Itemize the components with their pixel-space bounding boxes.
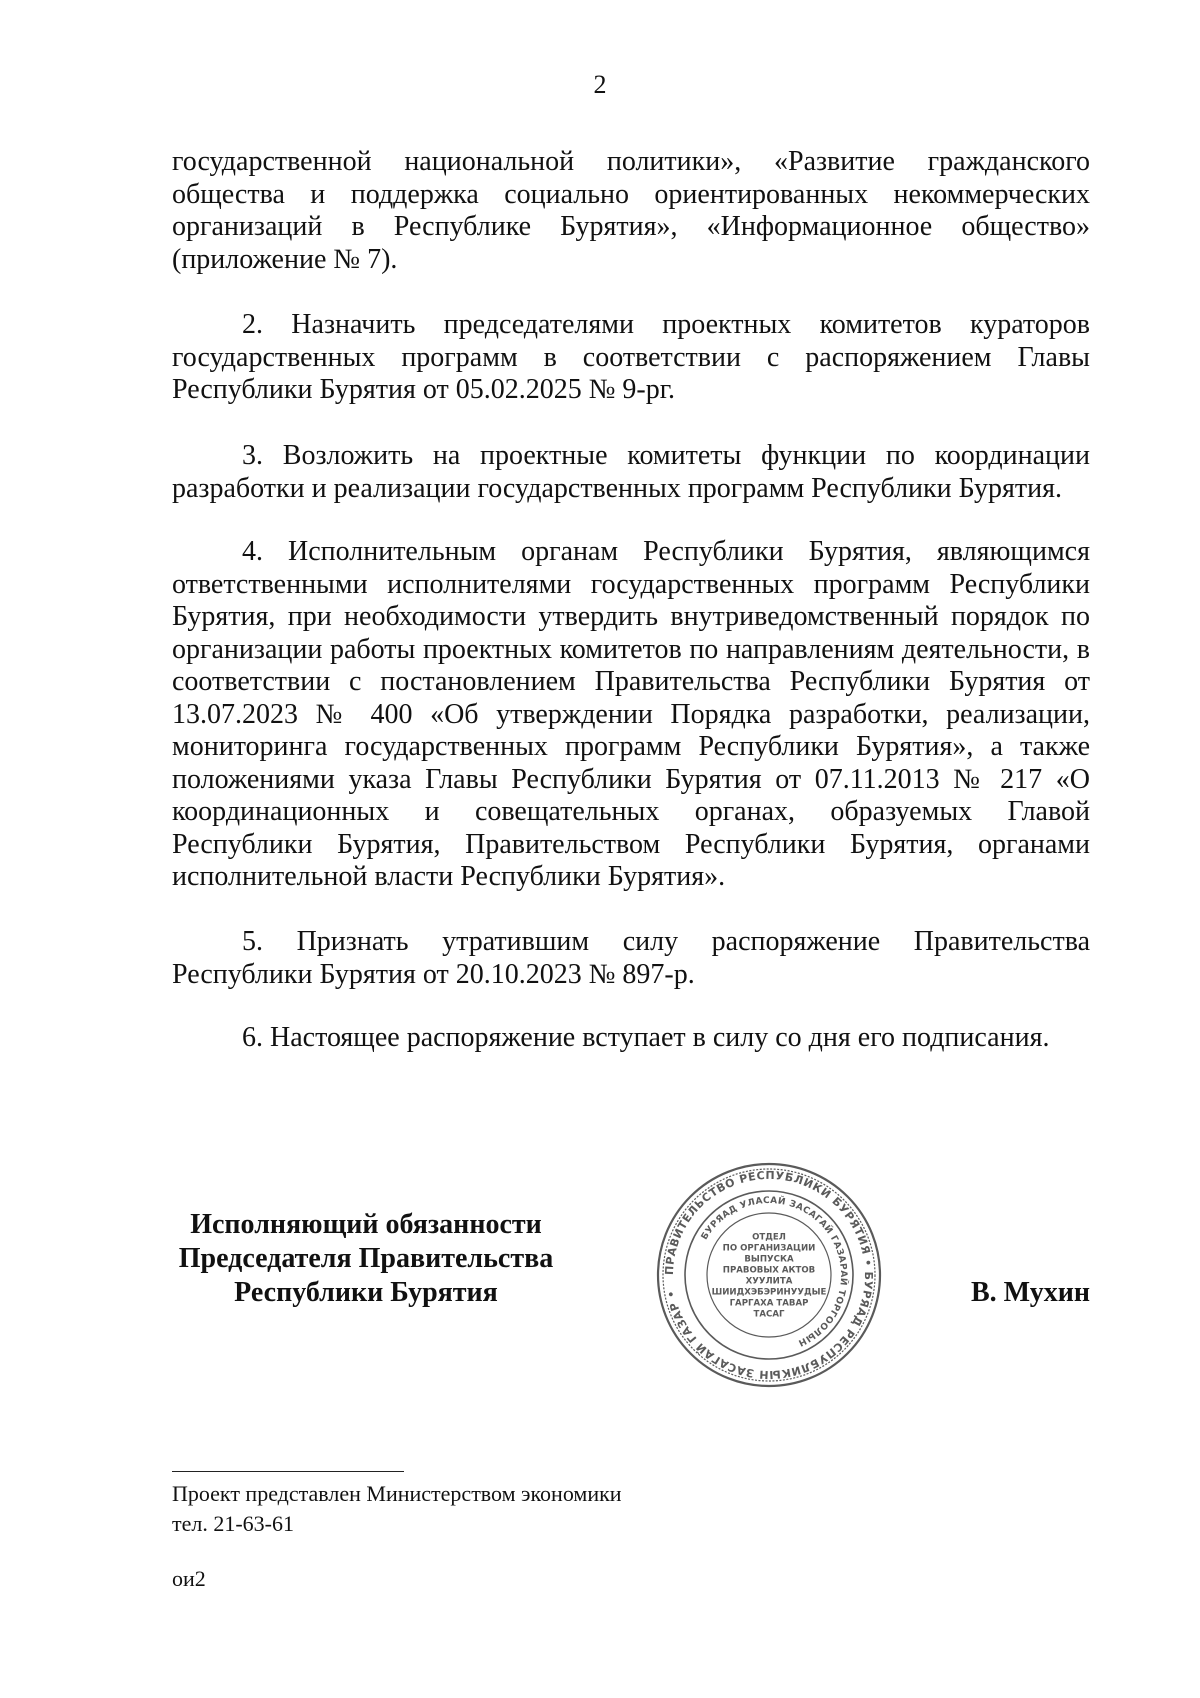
- footnote-line-1: Проект представлен Министерством экономики: [172, 1481, 622, 1506]
- paragraph-2: 2. Назначить председателями проектных комитетов кураторов государственных программ в соответствии с распоряжением Главы Республики Бурятия от 05.02.2025 № 9-рг.: [172, 309, 1090, 405]
- seal-center-line: ТАСАГ: [753, 1309, 785, 1320]
- signer-name: В. Мухин: [971, 1277, 1090, 1308]
- document-code: ои2: [172, 1566, 206, 1591]
- official-seal-stamp: [654, 1160, 884, 1390]
- seal-center-line: ГАРГАХА ТАВАР: [729, 1298, 809, 1309]
- seal-inner-ring-text: БУРЯАД УЛАСАЙ ЗАСАГАЙ ГАЗАРАЙ ТОРГООЛЫН: [699, 1195, 849, 1348]
- paragraph-6: 6. Настоящее распоряжение вступает в силу со дня его подписания.: [242, 1022, 1050, 1053]
- paragraph-4: 4. Исполнительным органам Республики Бурятия, являющимся ответственными исполнителями государственных программ Республики Бурятия, при необходимости утвердить внутриведомственный порядок по организации работы проектных комитетов по направлениям деятельности, в соответствии с постановлением Правительства Республики Бурятия от 13.07.2023 № 400 «Об утверждении Порядка разработки, реализации, мониторинга государственных программ Республики Бурятия», а также положениями указа Главы Республики Бурятия от 07.11.2013 № 217 «О координационных и совещательных органах, образуемых Главой Республики Бурятия, Правительством Республики Бурятия, органами исполнительной власти Республики Бурятия».: [172, 536, 1090, 892]
- seal-center-line: ХУУЛИТА: [745, 1276, 793, 1287]
- paragraph-continued: государственной национальной политики», «Развитие гражданского общества и поддержка социально ориентированных некоммерческих организаций в Республике Бурятия», «Информационное общество» (приложение № 7).: [172, 146, 1090, 275]
- seal-center-line: ШИИДХЭБЭРИНУУДЫЕ: [711, 1287, 827, 1298]
- seal-center-line: ОТДЕЛ: [752, 1232, 786, 1243]
- signatory-title-line-3: Республики Бурятия: [234, 1277, 498, 1308]
- footnote-divider: [172, 1471, 404, 1472]
- seal-center-line: ВЫПУСКА: [744, 1254, 794, 1265]
- seal-center-line: ПРАВОВЫХ АКТОВ: [722, 1265, 816, 1276]
- seal-outer-text: ПРАВИТЕЛЬСТВО РЕСПУБЛИКИ БУРЯТИЯ • БУРЯАД РЕСПУБЛИКЫН ЗАСАГАЙ ГАЗАР •: [662, 1168, 876, 1382]
- signatory-title-line-1: Исполняющий обязанности: [190, 1209, 542, 1240]
- footnote-line-2: тел. 21-63-61: [172, 1511, 295, 1536]
- page-number: 2: [593, 70, 607, 99]
- paragraph-3: 3. Возложить на проектные комитеты функции по координации разработки и реализации государственных программ Республики Бурятия.: [172, 440, 1090, 504]
- signatory-title: [172, 1208, 560, 1310]
- footnote: [172, 1479, 622, 1539]
- seal-center-line: ПО ОРГАНИЗАЦИИ: [722, 1243, 816, 1254]
- paragraph-5: 5. Признать утратившим силу распоряжение Правительства Республики Бурятия от 20.10.2023 № 897-р.: [172, 926, 1090, 990]
- signatory-title-line-2: Председателя Правительства: [178, 1243, 554, 1274]
